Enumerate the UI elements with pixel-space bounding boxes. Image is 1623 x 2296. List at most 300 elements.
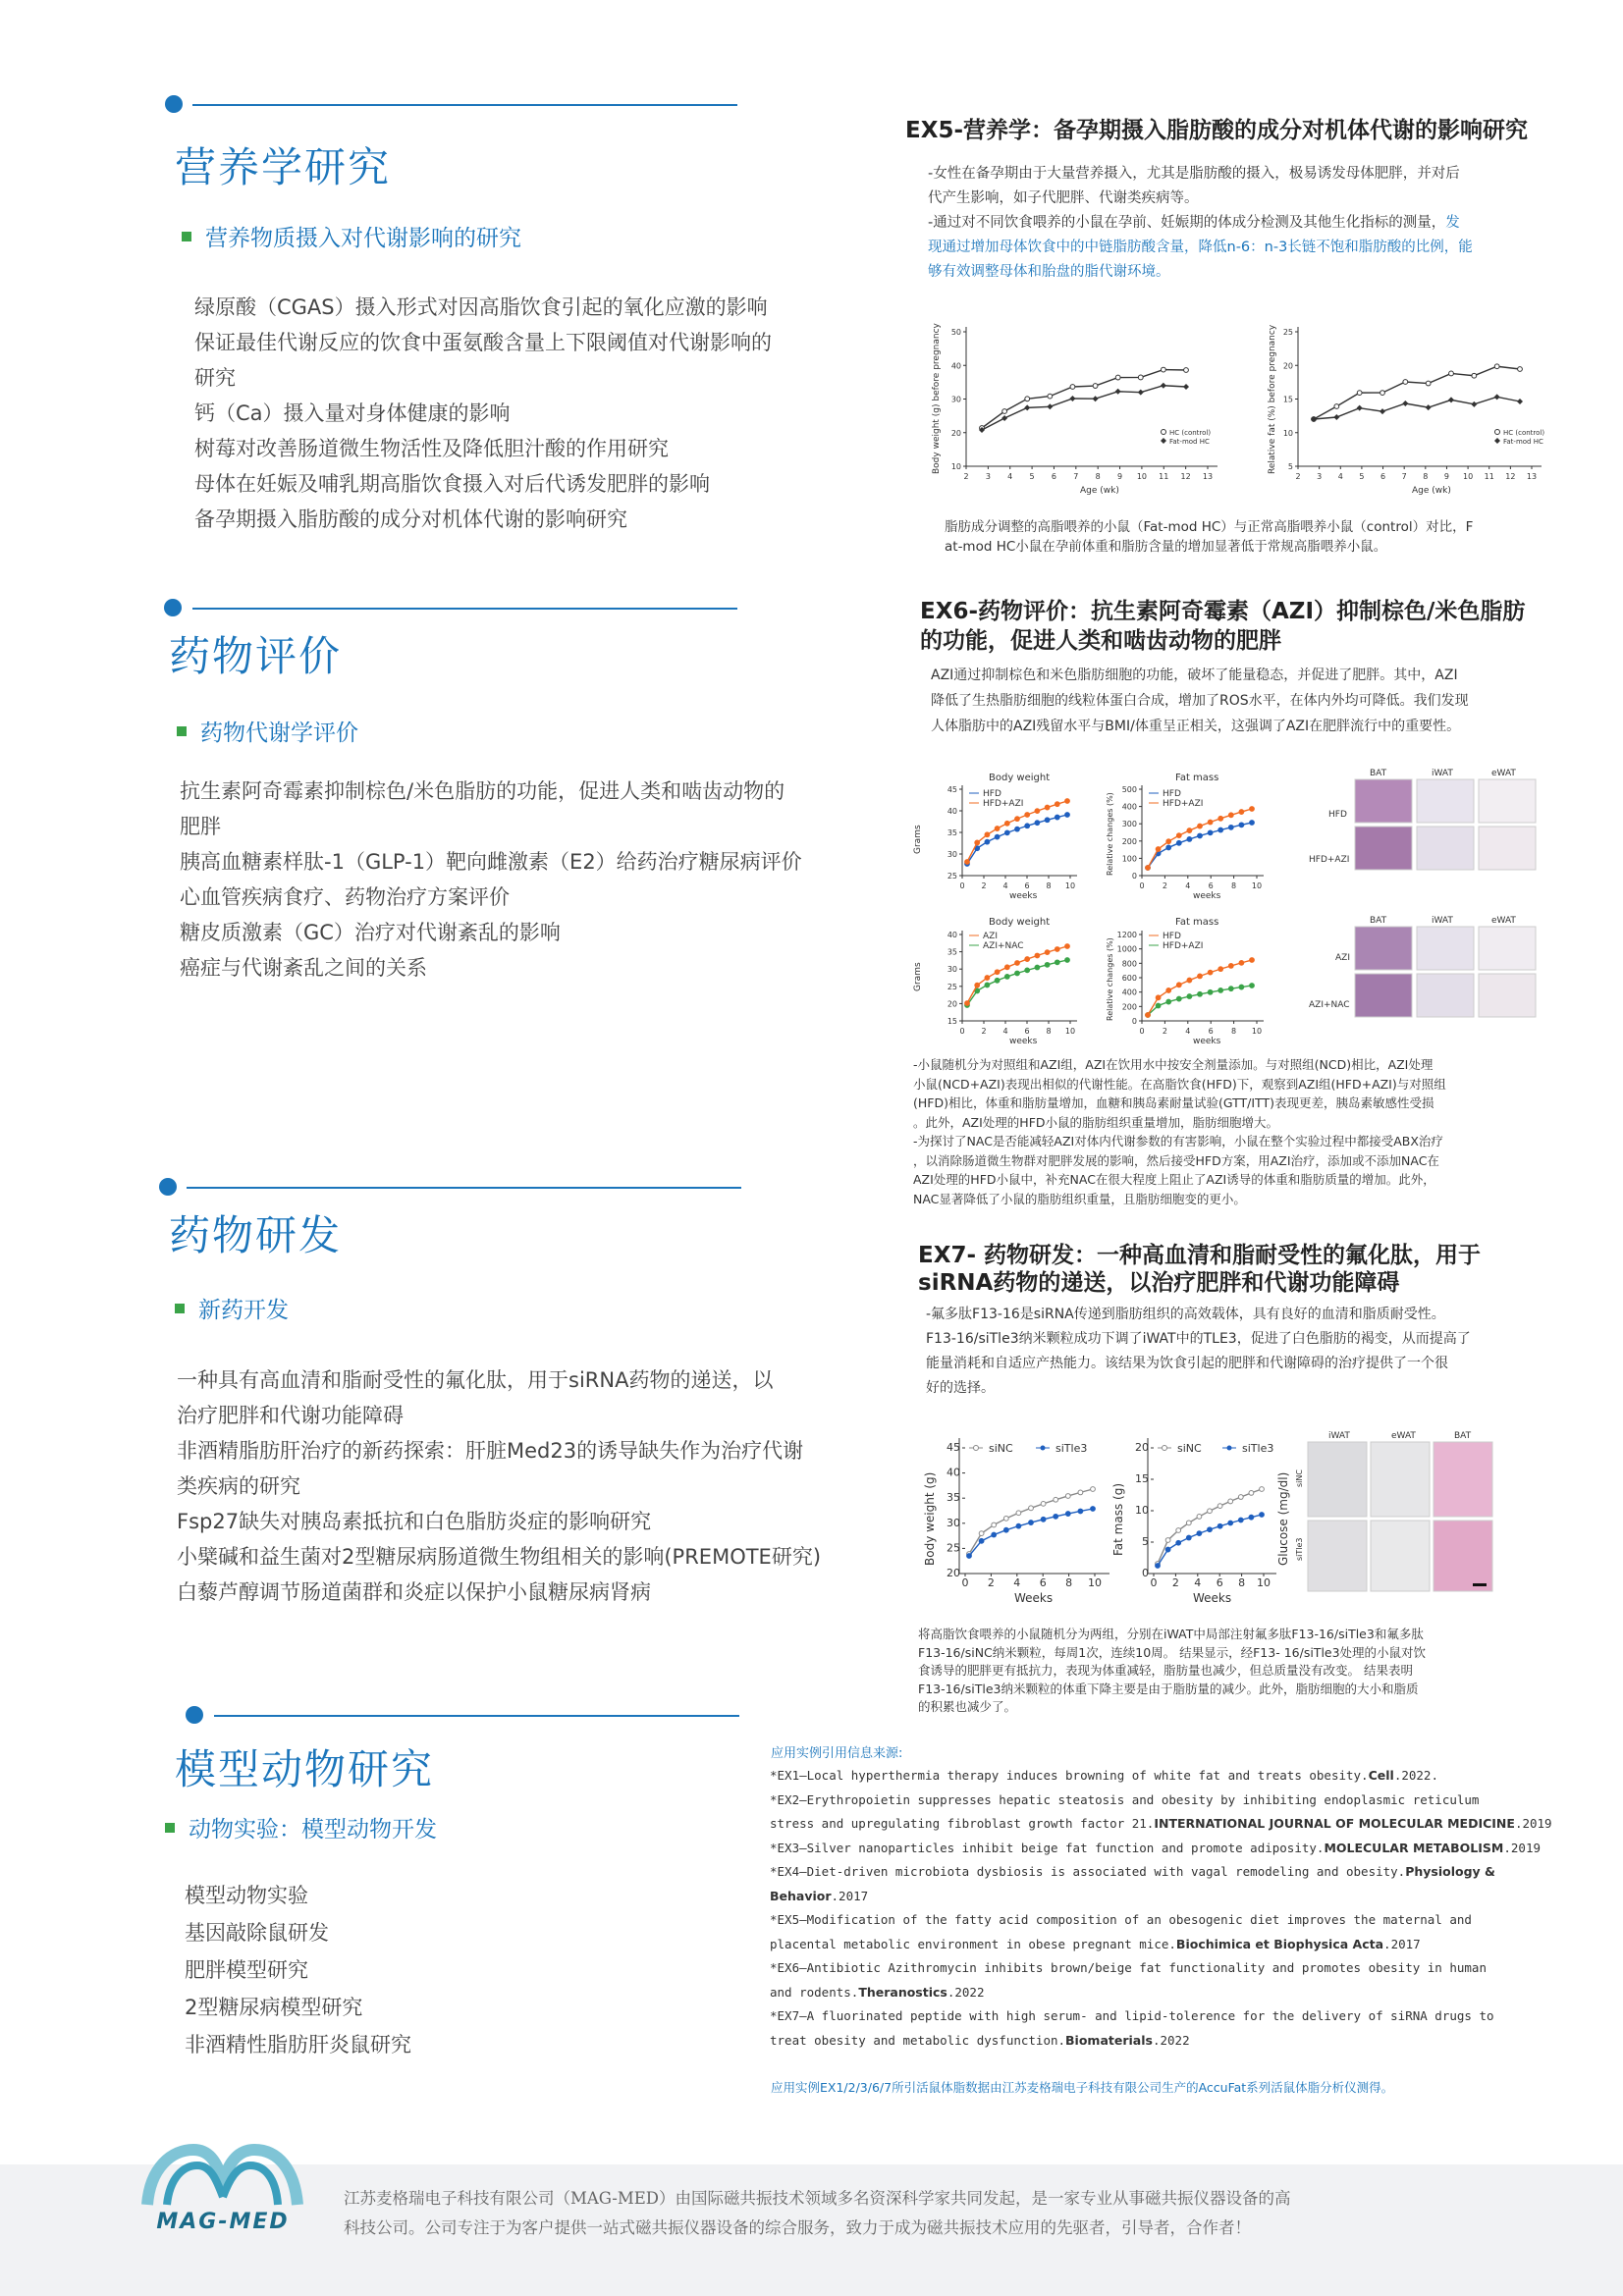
data-point	[1228, 964, 1233, 969]
x-tick-label: 7	[1401, 472, 1407, 481]
y-tick-label: 1000	[1116, 944, 1137, 954]
reference-line: *EX1—Local hyperthermia therapy induces browning of white fat and treats obesity.Cell.2022.	[770, 1768, 1438, 1783]
data-point	[1198, 824, 1203, 828]
item-list	[194, 290, 772, 537]
ex6-chart-figure	[908, 766, 1556, 1050]
data-point	[1260, 1513, 1265, 1518]
svg-text:iWAT: iWAT	[1432, 769, 1453, 778]
mag-med-logo	[133, 2138, 314, 2236]
svg-text:HFD+AZI: HFD+AZI	[983, 799, 1024, 809]
x-tick-label: 2	[963, 472, 969, 481]
y-tick-label: 25	[947, 982, 957, 991]
data-point	[1380, 408, 1385, 414]
x-tick-label: 8	[1065, 1576, 1073, 1589]
data-point	[1025, 824, 1030, 828]
x-tick-label: 6	[1039, 1576, 1047, 1589]
svg-text:MAG-MED: MAG-MED	[156, 2210, 290, 2234]
svg-text:Body weight: Body weight	[989, 917, 1051, 928]
y-tick-label: 15	[947, 1017, 957, 1026]
y-axis-label: Relative fat (%) before pregnancy	[1268, 324, 1277, 474]
svg-text:HFD: HFD	[1328, 810, 1347, 820]
y-tick-label: 50	[950, 328, 961, 337]
ex7-caption: 将高脂饮食喂养的小鼠随机分为两组，分别在iWAT中局部注射氟多肽F13-16/siTle3和氟多肽 F13-16/siNC纳米颗粒，每周1次，连续10周。 结果显示，经F13- 16/siTle3处理的小鼠对饮 食诱导的肥胖更有抵抗力，表现为体重减轻，脂肪量也减少，但总质量没有改变。 结果表明 F13-16/siTle3纳米颗粒的体重下降主要是由于脂肪量的减少。此外，脂肪细胞的大小和脂质 的积累也减少了。	[918, 1627, 1427, 1714]
x-tick-label: 6	[1208, 881, 1214, 890]
svg-text:Relative changes (%): Relative changes (%)	[1106, 792, 1114, 876]
data-point	[1250, 807, 1255, 812]
item-list	[177, 1362, 821, 1610]
svg-text:Grams: Grams	[913, 825, 923, 854]
ex5-body-weight-chart	[932, 322, 1217, 496]
data-point	[1045, 950, 1050, 955]
section-subtitle: 动物实验：模型动物开发	[165, 1811, 437, 1843]
data-point	[1187, 978, 1192, 983]
svg-text:AZI: AZI	[983, 932, 998, 941]
svg-text:BAT: BAT	[1454, 1431, 1472, 1441]
y-tick-label: 40	[947, 1466, 960, 1479]
reference-line: *EX4—Diet-driven microbiota dysbiosis is associated with vagal remodeling and obesity.Physiology &	[770, 1864, 1495, 1879]
section-rule	[214, 1715, 739, 1717]
reference-line: *EX6—Antibiotic Azithromycin inhibits brown/beige fat functionality and promotes obesity in human	[770, 1960, 1487, 1975]
svg-text:HC (control): HC (control)	[1169, 429, 1212, 437]
data-point	[1069, 396, 1075, 401]
data-point	[1218, 988, 1223, 993]
x-tick-label: 10	[1088, 1576, 1102, 1589]
list-item: 肥胖模型研究	[185, 1958, 308, 1982]
list-item: 模型动物实验	[185, 1884, 308, 1907]
svg-text:siTle3: siTle3	[1295, 1537, 1304, 1561]
data-point	[1015, 971, 1020, 976]
ex5-caption: 脂肪成分调整的高脂喂养的小鼠（Fat-mod HC）与正常高脂喂养小鼠（control）对比，F at-mod HC小鼠在孕前体重和脂肪含量的增加显著低于常规高脂喂养小鼠。	[945, 519, 1474, 555]
data-point	[1198, 974, 1203, 979]
data-point	[1041, 1517, 1046, 1522]
list-item: 治疗肥胖和代谢功能障碍	[177, 1404, 404, 1427]
data-point	[1311, 416, 1317, 422]
x-tick-label: 2	[1162, 1027, 1167, 1036]
item-list	[185, 1877, 411, 2063]
data-point	[1065, 799, 1070, 804]
data-point	[1093, 396, 1099, 401]
data-point	[995, 970, 1000, 975]
data-point	[985, 839, 990, 844]
list-item: Fsp27缺失对胰岛素抵抗和白色脂肪炎症的影响研究	[177, 1510, 652, 1533]
section-subtitle: 药物代谢学评价	[177, 715, 358, 747]
x-tick-label: 11	[1159, 472, 1169, 481]
reference-line: treat obesity and metabolic dysfunction.Biomaterials.2022	[770, 2032, 1190, 2048]
x-tick-label: 10	[1064, 881, 1076, 890]
data-point	[1250, 821, 1255, 826]
data-point	[1249, 1515, 1254, 1520]
x-tick-label: 0	[961, 1576, 969, 1589]
x-tick-label: 12	[1505, 472, 1516, 481]
svg-text:iWAT: iWAT	[1432, 916, 1453, 926]
svg-text:siNC: siNC	[989, 1442, 1013, 1455]
x-tick-label: 4	[1002, 1027, 1008, 1036]
x-axis-label: Age (wk)	[1412, 486, 1451, 496]
data-point	[1166, 839, 1171, 844]
data-point	[995, 827, 1000, 831]
data-point	[1228, 1499, 1233, 1504]
data-point	[1161, 383, 1166, 389]
x-tick-label: 13	[1526, 472, 1538, 481]
data-point	[1228, 987, 1233, 991]
ex6-body-weight-top	[913, 773, 1077, 901]
data-point	[1218, 816, 1223, 821]
data-point	[1218, 967, 1223, 972]
data-point	[1045, 805, 1050, 810]
x-tick-label: 6	[1216, 1576, 1223, 1589]
data-point	[1065, 813, 1070, 818]
ex7-body: -氟多肽F13-16是siRNA传递到脂肪组织的高效载体，具有良好的血清和脂质耐受性。 F13-16/siTle3纳米颗粒成功下调了iWAT中的TLE3，促进了白色脂肪的褐变，从而提高了 能量消耗和自适应产热能力。该结果为饮食引起的肥胖和代谢障碍的治疗提供了一个很 好的选择。	[926, 1307, 1471, 1396]
data-point	[1055, 802, 1059, 807]
reference-line: *EX7—A fluorinated peptide with high serum- and lipid-tolerence for the delivery of siRNA drugs to	[770, 2008, 1494, 2023]
data-point	[1471, 401, 1477, 407]
x-tick-label: 2	[1162, 881, 1167, 890]
x-tick-label: 5	[1359, 472, 1365, 481]
y-tick-label: 10	[1282, 428, 1293, 438]
section-rule	[192, 608, 737, 610]
data-point	[1518, 367, 1523, 372]
bullet-square-icon	[165, 1823, 175, 1833]
svg-text:weeks: weeks	[1009, 891, 1038, 901]
data-point	[985, 832, 990, 837]
ex6-histology-bottom	[1309, 916, 1536, 1017]
ex6-fat-mass-bottom	[1106, 917, 1264, 1046]
data-point	[1357, 405, 1363, 411]
y-tick-label: 800	[1121, 959, 1137, 969]
y-tick-label: 10	[950, 462, 961, 471]
x-tick-label: 10	[1257, 1576, 1271, 1589]
x-tick-label: 2	[981, 881, 987, 890]
data-point	[1054, 1514, 1058, 1519]
data-point	[985, 976, 990, 981]
list-item: 小檗碱和益生菌对2型糖尿病肠道微生物组相关的影响(PREMOTE研究)	[177, 1545, 822, 1569]
y-tick-label: 5	[1142, 1535, 1149, 1548]
svg-text:iWAT: iWAT	[1328, 1431, 1350, 1441]
list-item: 母体在妊娠及哺乳期高脂饮食摄入对后代诱发肥胖的影响	[194, 472, 710, 496]
data-point	[995, 834, 1000, 839]
y-tick-label: 25	[1282, 328, 1293, 337]
y-tick-label: 40	[947, 807, 957, 816]
x-tick-label: 4	[1337, 472, 1343, 481]
data-point	[1035, 809, 1040, 814]
y-tick-label: 30	[947, 1516, 960, 1529]
refs-header: 应用实例引用信息来源:	[771, 1746, 903, 1761]
x-tick-label: 13	[1202, 472, 1214, 481]
data-point	[1003, 1516, 1008, 1521]
data-point	[1156, 995, 1161, 1000]
list-item: 非酒精性脂肪肝炎鼠研究	[185, 2033, 411, 2056]
data-point	[967, 1554, 972, 1559]
list-item: 胰高血糖素样肽-1（GLP-1）靶向雌激素（E2）给药治疗糖尿病评价	[180, 850, 802, 874]
data-point	[1334, 404, 1339, 409]
data-point	[1218, 828, 1223, 832]
series-line	[1148, 986, 1252, 1015]
data-point	[1228, 825, 1233, 829]
x-tick-label: 2	[1295, 472, 1301, 481]
x-tick-label: 10	[1136, 472, 1148, 481]
data-point	[1138, 390, 1144, 396]
data-point	[1186, 1535, 1191, 1540]
list-item: 钙（Ca）摄入量对身体健康的影响	[194, 401, 511, 425]
x-tick-label: 8	[1231, 881, 1237, 890]
data-point	[1048, 394, 1053, 399]
bullet-square-icon	[182, 232, 191, 241]
reference-line: stress and upregulating fibroblast growth factor 21.INTERNATIONAL JOURNAL OF MOLECULAR MEDICINE.2019	[770, 1816, 1552, 1831]
data-point	[1041, 1501, 1046, 1506]
reference-line: *EX2—Erythropoietin suppresses hepatic steatosis and obesity by inhibiting endoplasmic reticulum	[770, 1791, 1480, 1807]
section-title-drug-eval: 药物评价	[169, 632, 343, 680]
data-point	[1025, 957, 1030, 962]
data-point	[975, 840, 980, 845]
data-point	[1156, 1564, 1161, 1569]
data-point	[1176, 996, 1181, 1001]
legend	[1494, 429, 1544, 446]
x-tick-label: 7	[1073, 472, 1079, 481]
list-item: 研究	[194, 366, 236, 390]
data-point	[975, 983, 980, 988]
data-point	[1045, 962, 1050, 967]
x-tick-label: 8	[1046, 1027, 1052, 1036]
y-tick-label: 35	[947, 947, 957, 957]
y-tick-label: 30	[950, 395, 961, 404]
x-tick-label: 8	[1231, 1027, 1237, 1036]
data-point	[1494, 364, 1499, 369]
list-item: 基因敲除鼠研发	[185, 1921, 329, 1945]
data-point	[1208, 820, 1213, 825]
ex7-chart-figure	[908, 1428, 1556, 1605]
data-point	[979, 1531, 984, 1536]
data-point	[1426, 404, 1432, 410]
y-tick-label: 20	[947, 999, 957, 1009]
x-tick-label: 4	[1194, 1576, 1202, 1589]
data-point	[1176, 983, 1181, 988]
reference-line: *EX5—Modification of the fatty acid composition of an obesogenic diet improves the maternal and	[770, 1912, 1472, 1927]
list-item: 白藜芦醇调节肠道菌群和炎症以保护小鼠糖尿病肾病	[177, 1580, 651, 1604]
data-point	[1055, 815, 1059, 820]
list-item: 类疾病的研究	[177, 1474, 300, 1498]
data-point	[1239, 960, 1244, 965]
x-tick-label: 10	[1064, 1027, 1076, 1036]
data-point	[1380, 391, 1385, 396]
y-tick-label: 40	[950, 361, 961, 371]
x-tick-label: 6	[1051, 472, 1057, 481]
data-point	[1250, 984, 1255, 988]
list-item: 绿原酸（CGAS）摄入形式对因高脂饮食引起的氧化应激的影响	[194, 295, 768, 319]
ex6-caption: -小鼠随机分为对照组和AZI组，AZI在饮用水中按安全剂量添加。与对照组(NCD)相比，AZI处理 小鼠(NCD+AZI)表现出相似的代谢性能。在高脂饮食(HFD)下，观察到AZI组(HFD+AZI)与对照组 (HFD)相比，体重和脂肪量增加，血糖和胰岛素耐量试验(GTT/ITT)表现更差，胰岛素敏感性受损 。此外，AZI处理的HFD小鼠的脂肪组织重量增加，脂肪细胞增大。 -为探讨了NAC是否能减轻AZI对体内代谢参数的有害影响，小鼠在整个实验过程中都接受ABX治疗 ，以消除肠道微生物群对肥胖发展的影响，然后接受HFD方案，用AZI治疗，添加或不添加NAC在 AZI处理的HFD小鼠中，补充NAC在很大程度上阻止了AZI诱导的体重和脂肪质量的增加。此外， NAC显著降低了小鼠的脂肪组织重量，且脂肪细胞变的更小。	[913, 1057, 1446, 1206]
data-point	[1035, 953, 1040, 958]
data-point	[1187, 828, 1192, 833]
data-point	[1166, 988, 1171, 993]
y-tick-label: 5	[1287, 462, 1293, 471]
data-point	[1517, 399, 1523, 404]
list-item: 树莓对改善肠道微生物活性及降低胆汁酸的作用研究	[194, 437, 669, 460]
ex5-body: -女性在备孕期由于大量营养摄入，尤其是脂肪酸的摄入，极易诱发母体肥胖，并对后 代产生影响，如子代肥胖、代谢类疾病等。 -通过对不同饮食喂养的小鼠在孕前、妊娠期的体成分检测及其他生化指标的测量，发 现通过增加母体饮食中的中链脂肪酸含量，降低n-6：n-3长链不饱和脂肪酸的比例，能 够有效调整母体和胎盘的脂代谢环境。	[928, 166, 1473, 280]
series-line	[1314, 397, 1520, 419]
x-tick-label: 8	[1095, 472, 1101, 481]
data-point	[1165, 1538, 1170, 1543]
bullet-square-icon	[177, 726, 187, 736]
data-point	[1184, 368, 1189, 373]
data-point	[1025, 813, 1030, 818]
data-point	[1035, 821, 1040, 826]
data-point	[1176, 840, 1181, 845]
data-point	[965, 860, 970, 865]
svg-text:Fat mass: Fat mass	[1175, 773, 1219, 783]
svg-text:BAT: BAT	[1370, 916, 1387, 926]
ex6-fat-mass-top	[1106, 773, 1264, 901]
x-tick-label: 4	[1185, 881, 1191, 890]
data-point	[1472, 373, 1477, 378]
y-tick-label: 30	[947, 850, 957, 859]
data-point	[1165, 1547, 1170, 1552]
y-tick-label: 0	[1142, 1567, 1149, 1579]
reference-line: placental metabolic environment in obese pregnant mice.Biochimica et Biophysica Acta.2017	[770, 1936, 1421, 1951]
data-point	[1208, 1527, 1213, 1532]
data-point	[1238, 1518, 1243, 1522]
ex7-title: EX7- 药物研发：一种高血清和脂耐受性的氟化肽，用于 siRNA药物的递送，以治疗肥胖和代谢功能障碍	[918, 1243, 1482, 1296]
data-point	[1249, 1491, 1254, 1496]
data-point	[1166, 845, 1171, 850]
data-point	[1091, 1507, 1096, 1512]
y-tick-label: 500	[1121, 785, 1137, 794]
svg-text:HFD+AZI: HFD+AZI	[1163, 799, 1204, 809]
data-point	[1239, 985, 1244, 989]
data-point	[1197, 1531, 1202, 1536]
section-rule	[192, 104, 737, 106]
ex7-body-weight-chart	[923, 1438, 1109, 1605]
x-tick-label: 3	[985, 472, 991, 481]
data-point	[1146, 866, 1151, 871]
y-tick-label: 15	[1282, 395, 1293, 404]
svg-text:Fat mass: Fat mass	[1175, 917, 1219, 928]
data-point	[1016, 1523, 1021, 1528]
x-tick-label: 4	[1185, 1027, 1191, 1036]
data-point	[1239, 823, 1244, 828]
data-point	[1402, 400, 1408, 406]
data-point	[1055, 960, 1059, 965]
x-tick-label: 11	[1484, 472, 1494, 481]
list-item: 抗生素阿奇霉素抑制棕色/米色脂肪的功能，促进人类和啮齿动物的	[180, 779, 785, 803]
list-item: 保证最佳代谢反应的饮食中蛋氨酸含量上下限阈值对代谢影响的	[194, 331, 772, 354]
x-tick-label: 8	[1238, 1576, 1246, 1589]
svg-text:weeks: weeks	[1193, 1037, 1221, 1046]
x-tick-label: 8	[1046, 881, 1052, 890]
y-tick-label: 600	[1121, 974, 1137, 983]
data-point	[1146, 1013, 1151, 1018]
data-point	[1065, 1512, 1070, 1517]
x-tick-label: 4	[1013, 1576, 1021, 1589]
data-point	[1015, 961, 1020, 966]
x-tick-label: 5	[1029, 472, 1035, 481]
y-tick-label: 20	[950, 428, 961, 438]
ex6-histology-top	[1309, 769, 1536, 870]
series-line	[969, 1509, 1093, 1556]
svg-text:weeks: weeks	[1193, 891, 1221, 901]
x-tick-label: 6	[1024, 881, 1030, 890]
data-point	[1156, 847, 1161, 852]
y-tick-label: 25	[947, 1541, 960, 1555]
data-point	[1004, 965, 1009, 970]
y-tick-label: 10	[1135, 1504, 1149, 1517]
data-point	[1078, 1490, 1083, 1495]
data-point	[1333, 414, 1339, 420]
series-line	[982, 386, 1186, 430]
section-title-model-animal: 模型动物研究	[175, 1745, 435, 1793]
x-tick-label: 0	[1139, 1027, 1145, 1036]
data-point	[1208, 970, 1213, 975]
section-dot	[164, 599, 182, 616]
data-point	[1070, 385, 1075, 390]
x-tick-label: 10	[1251, 1027, 1263, 1036]
x-tick-label: 0	[1150, 1576, 1158, 1589]
data-point	[1187, 994, 1192, 999]
data-point	[1024, 404, 1030, 410]
list-item: 2型糖尿病模型研究	[185, 1996, 363, 2019]
x-tick-label: 4	[1002, 881, 1008, 890]
x-tick-label: 2	[987, 1576, 995, 1589]
data-point	[985, 983, 990, 988]
data-point	[1228, 813, 1233, 818]
section-dot	[159, 1178, 177, 1196]
y-tick-label: 400	[1121, 988, 1137, 997]
reference-line: *EX3—Silver nanoparticles inhibit beige fat function and promote adiposity.MOLECULAR METABOLISM.2019	[770, 1840, 1542, 1855]
list-item: 一种具有高血清和脂耐受性的氟化肽，用于siRNA药物的递送，以	[177, 1368, 774, 1392]
data-point	[1015, 827, 1020, 831]
data-point	[1176, 833, 1181, 838]
data-point	[1156, 1003, 1161, 1008]
bullet-square-icon	[175, 1304, 185, 1313]
ex5-relative-fat-chart	[1268, 324, 1544, 496]
data-point	[1004, 975, 1009, 980]
svg-text:HFD: HFD	[1163, 789, 1181, 799]
data-point	[1208, 989, 1213, 994]
footer-company-text: 江苏麦格瑞电子科技有限公司（MAG-MED）由国际磁共振技术领域多名资深科学家共同发起，是一家专业从事磁共振仪器设备的高 科技公司。公司专注于为客户提供一站式磁共振仪器设备的综合服务，致力于成为磁共振技术应用的先驱者，引导者，合作者！	[344, 2189, 1291, 2237]
ex5-title: EX5-营养学：备孕期摄入脂肪酸的成分对机体代谢的影响研究	[905, 118, 1528, 143]
data-point	[1166, 999, 1171, 1004]
data-point	[992, 1532, 997, 1537]
data-point	[1065, 944, 1070, 949]
x-tick-label: 2	[981, 1027, 987, 1036]
data-point	[1186, 1521, 1191, 1525]
list-item: 癌症与代谢紊乱之间的关系	[180, 956, 427, 980]
x-tick-label: 0	[959, 881, 965, 890]
data-point	[1093, 384, 1098, 389]
y-axis-label: Body weight (g) before pregnancy	[932, 323, 942, 474]
svg-text:Fat-mod HC: Fat-mod HC	[1503, 438, 1543, 446]
data-point	[1091, 1487, 1096, 1492]
data-point	[995, 978, 1000, 983]
data-point	[1426, 381, 1431, 386]
data-point	[1250, 958, 1255, 963]
list-item: 糖皮质激素（GC）治疗对代谢紊乱的影响	[180, 921, 561, 944]
data-point	[1029, 1506, 1034, 1511]
svg-text:BAT: BAT	[1370, 769, 1387, 778]
ex7-histology	[1295, 1431, 1492, 1591]
y-tick-label: 45	[947, 1441, 960, 1454]
y-tick-label: 20	[947, 1567, 960, 1579]
data-point	[1115, 389, 1121, 395]
svg-text:siNC: siNC	[1177, 1442, 1202, 1455]
svg-text:Weeks: Weeks	[1193, 1591, 1232, 1605]
svg-text:eWAT: eWAT	[1391, 1431, 1416, 1441]
data-point	[992, 1522, 997, 1527]
data-point	[1015, 817, 1020, 822]
legend	[1161, 429, 1211, 446]
ex5-chart-figure	[923, 312, 1551, 499]
data-point	[1065, 958, 1070, 963]
x-axis-label: Age (wk)	[1080, 486, 1119, 496]
section-dot	[165, 95, 183, 113]
